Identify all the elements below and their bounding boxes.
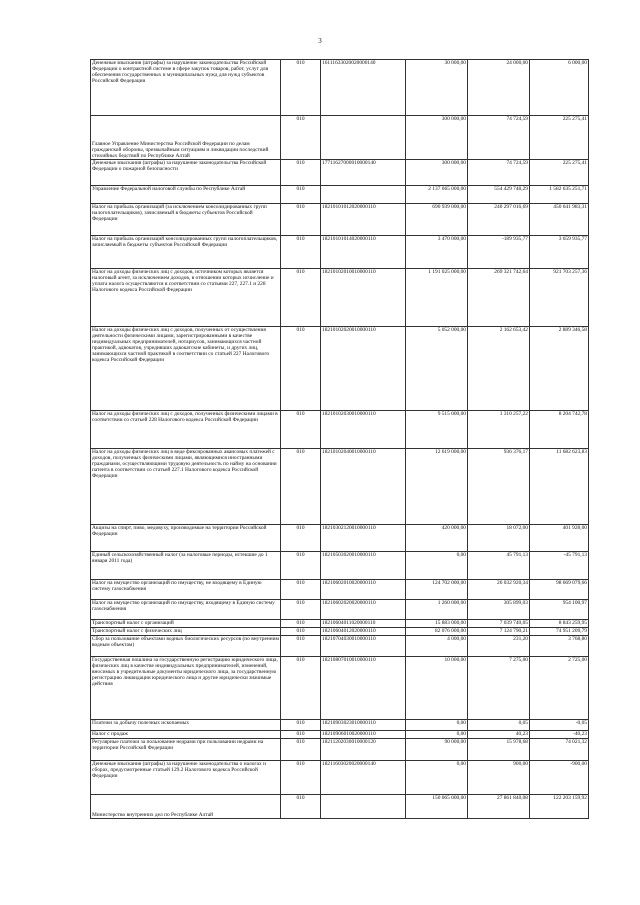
row-remaining-cell: 225 275,41 [530,160,589,186]
row-remaining-cell: -45 791,13 [530,552,589,580]
row-remaining-cell: 74 951 209,79 [530,628,589,636]
row-executed-cell: 305 899,03 [468,600,530,620]
row-kbk-cell: 18210602020020000110 [321,600,406,620]
row-kbk-cell: 18210704030010000110 [321,636,406,657]
row-executed-cell: 7 124 790,21 [468,628,530,636]
row-code-cell: 010 [281,449,321,525]
row-name-cell: Налог на доходы физических лиц с доходов, полученных от осуществления деятельности физическими лицами, зарегистрированными в качестве индивидуальных предпринимателей, нотариусов, занимающихся частной практикой, адвокатов, учредивших адвокатские кабинеты, и других лиц, занимающихся частной практикой в соответствии со статьей 227 Налогового кодекса Российской Федерации [91,327,281,411]
row-name-cell: Государственная пошлина за государственную регистрацию юридического лица, физических лиц в качестве индивидуальных предпринимателей, изменений, вносимых в учредительные документы юридического лица, за государственную регистрацию ликвидации юридического лица и другие юридически значимые действия [91,657,281,720]
row-name-cell: Единый сельскохозяйственный налог (за налоговые периоды, истекшие до 1 января 2011 года) [91,552,281,580]
row-plan-cell: 300 000,00 [406,116,468,160]
row-executed-cell: 7 039 740,05 [468,620,530,628]
row-remaining-cell: 122 203 159,92 [530,795,589,819]
row-plan-cell: 15 883 000,00 [406,620,468,628]
row-kbk-cell: 18210102040010000110 [321,449,406,525]
row-name-cell: Денежные взыскания (штрафы) за нарушение законодательства Российской Федерации о контрактной системе в сфере закупок товаров, работ, услуг для обеспечения государственных и муниципальных нужд для нужд субъектов Российской Федерации [91,60,281,116]
row-plan-cell: 2 137 065 000,00 [406,186,468,204]
table-row [91,269,589,327]
row-executed-cell: 2 162 653,42 [468,327,530,411]
row-kbk-cell: 18210102010010000110 [321,269,406,327]
row-code-cell: 010 [281,657,321,720]
table-row [91,186,589,204]
row-executed-cell: 26 032 920,34 [468,580,530,600]
row-kbk-cell: 18210604011020000110 [321,620,406,628]
row-executed-cell: 900,00 [468,761,530,795]
row-plan-cell: 3 470 000,00 [406,236,468,269]
row-executed-cell: 40,23 [468,731,530,739]
row-kbk-cell: 18210602010020000110 [321,580,406,600]
row-kbk-cell: 18210102020010000110 [321,327,406,411]
table-row [91,236,589,269]
row-executed-cell: 27 861 840,08 [468,795,530,819]
row-code-cell: 010 [281,327,321,411]
row-plan-cell: 82 076 000,00 [406,628,468,636]
row-code-cell: 010 [281,204,321,236]
row-remaining-cell: 2 725,00 [530,657,589,720]
table-row [91,60,589,116]
row-plan-cell: 1 191 025 000,00 [406,269,468,327]
row-name-cell: Акцизы на спирт, пиво, медовуху, производимые на территории Российской Федерации [91,525,281,552]
row-name-cell: Налог на доходы физических лиц в виде фиксированных авансовых платежей с доходов, полученных физическими лицами, являющимися иностранными гражданами, осуществляющими трудовую деятельность по найму на основании патента в соответствии со статьей 227.1 Налогового кодекса Российской Федерации [91,449,281,525]
row-remaining-cell: -900,00 [530,761,589,795]
row-name-cell: Министерство внутренних дел по Республике Алтай [91,795,281,819]
row-plan-cell: 1 260 000,00 [406,600,468,620]
table-body [91,60,589,819]
row-code-cell: 010 [281,269,321,327]
row-name-cell: Управление Федеральной налоговой службы по Республике Алтай [91,186,281,204]
row-remaining-cell: 6 000,00 [530,60,589,116]
row-kbk-cell: 18210906010020000110 [321,731,406,739]
row-name-cell: Налог на доходы физических лиц с доходов, источником которых является налоговый агент, за исключением доходов, в отношении которых исчисление и уплата налога осуществляются в соответствии со статьями 227, 227.1 и 228 Налогового кодекса Российской Федерации [91,269,281,327]
row-name-cell: Транспортный налог с организаций [91,620,281,628]
row-kbk-cell: 18210101012020000110 [321,204,406,236]
row-name-cell: Денежные взыскания (штрафы) за нарушение законодательства о налогах и сборах, предусмотренные статьей 129.2 Налогового кодекса Российской Федерации [91,761,281,795]
row-remaining-cell: 8 204 742,78 [530,411,589,449]
row-kbk-cell: 18210807010010000110 [321,657,406,720]
row-code-cell: 010 [281,600,321,620]
row-code-cell: 010 [281,525,321,552]
row-executed-cell: -189 935,77 [468,236,530,269]
table-row [91,580,589,600]
row-kbk-cell [321,116,406,160]
row-plan-cell: 5 052 000,00 [406,327,468,411]
row-remaining-cell: 3 768,80 [530,636,589,657]
row-kbk-cell: 16111633020020000140 [321,60,406,116]
row-executed-cell: 74 724,59 [468,116,530,160]
table-row [91,204,589,236]
table-row [91,327,589,411]
row-code-cell: 010 [281,580,321,600]
table-row [91,739,589,761]
row-executed-cell: 240 297 016,69 [468,204,530,236]
budget-execution-table [90,59,589,819]
row-kbk-cell: 18211202030010000120 [321,739,406,761]
row-name-cell: Налог на имущество организаций по имуществу, не входящему в Единую систему газоснабжения [91,580,281,600]
table-row [91,160,589,186]
row-executed-cell: 231,20 [468,636,530,657]
row-remaining-cell: -0,05 [530,720,589,731]
row-remaining-cell: 401 928,00 [530,525,589,552]
row-remaining-cell: 74 021,32 [530,739,589,761]
row-code-cell: 010 [281,620,321,628]
row-name-cell: Налог на имущество организаций по имуществу, входящему в Единую систему газоснабжения [91,600,281,620]
row-kbk-cell: 18210302120010000110 [321,525,406,552]
row-code-cell: 010 [281,186,321,204]
row-remaining-cell: 2 889 346,58 [530,327,589,411]
row-name-cell: Регулярные платежи за пользование недрами при пользовании недрами на территории Российской Федерации [91,739,281,761]
row-code-cell: 010 [281,236,321,269]
row-kbk-cell: 18211603020020000140 [321,761,406,795]
row-plan-cell: 0,00 [406,731,468,739]
table-row [91,636,589,657]
row-remaining-cell: 1 582 635 251,71 [530,186,589,204]
table-row [91,628,589,636]
row-name-cell: Транспортный налог с физических лиц [91,628,281,636]
row-plan-cell: 10 000,00 [406,657,468,720]
table-row [91,761,589,795]
table-row [91,731,589,739]
row-plan-cell: 12 619 000,00 [406,449,468,525]
table-row [91,411,589,449]
row-code-cell: 010 [281,116,321,160]
row-kbk-cell: 17711627000010000140 [321,160,406,186]
row-plan-cell: 150 065 000,00 [406,795,468,819]
row-remaining-cell: 3 659 935,77 [530,236,589,269]
table-row [91,620,589,628]
row-name-cell: Главное Управление Министерства Российской Федерации по делам гражданской обороны, чрезвычайным ситуациям и ликвидации последствий стихийных бедствий по Республике Алтай [91,116,281,160]
table-row [91,720,589,731]
row-plan-cell: 0,00 [406,761,468,795]
row-kbk-cell [321,186,406,204]
row-name-cell: Платежи за добычу полезных ископаемых [91,720,281,731]
row-code-cell: 010 [281,739,321,761]
row-plan-cell: 0,00 [406,552,468,580]
page-number: 3 [318,37,322,45]
table-row [91,657,589,720]
row-name-cell: Налог с продаж [91,731,281,739]
row-executed-cell: 269 321 742,64 [468,269,530,327]
table-row [91,795,589,819]
row-code-cell: 010 [281,720,321,731]
row-remaining-cell: 954 100,97 [530,600,589,620]
row-code-cell: 010 [281,160,321,186]
row-code-cell: 010 [281,628,321,636]
row-executed-cell: 24 000,00 [468,60,530,116]
row-kbk-cell: 18210102030010000110 [321,411,406,449]
row-executed-cell: 936 376,17 [468,449,530,525]
row-executed-cell: 554 429 748,29 [468,186,530,204]
row-remaining-cell: 8 843 259,95 [530,620,589,628]
row-plan-cell: 300 000,00 [406,160,468,186]
row-code-cell: 010 [281,411,321,449]
row-remaining-cell: 921 703 257,36 [530,269,589,327]
table-row [91,600,589,620]
row-remaining-cell: 225 275,41 [530,116,589,160]
table-row [91,449,589,525]
row-code-cell: 010 [281,761,321,795]
table-row [91,552,589,580]
row-kbk-cell [321,795,406,819]
row-kbk-cell: 18210503020010000110 [321,552,406,580]
row-plan-cell: 30 000,00 [406,60,468,116]
row-executed-cell: 15 978,68 [468,739,530,761]
row-executed-cell: 18 072,00 [468,525,530,552]
row-plan-cell: 0,00 [406,720,468,731]
row-plan-cell: 9 515 000,00 [406,411,468,449]
row-code-cell: 010 [281,795,321,819]
row-remaining-cell: 98 669 079,66 [530,580,589,600]
row-executed-cell: 1 310 257,22 [468,411,530,449]
row-code-cell: 010 [281,60,321,116]
row-code-cell: 010 [281,636,321,657]
row-plan-cell: 4 000,00 [406,636,468,657]
row-executed-cell: 45 791,13 [468,552,530,580]
row-name-cell: Налог на доходы физических лиц с доходов, полученных физическими лицами в соответствии со статьей 228 Налогового кодекса Российской Федерации [91,411,281,449]
row-kbk-cell: 18210101014020000110 [321,236,406,269]
table-row [91,525,589,552]
row-plan-cell: 690 939 000,00 [406,204,468,236]
row-name-cell: Сбор за пользование объектами водных биологических ресурсов (по внутренним водным объектам) [91,636,281,657]
row-kbk-cell: 18210604012020000110 [321,628,406,636]
row-executed-cell: 0,05 [468,720,530,731]
row-executed-cell: 7 275,00 [468,657,530,720]
row-name-cell: Налог на прибыль организаций (за исключением консолидированных групп налогоплательщиков), зачисляемый в бюджеты субъектов Российской Федерации [91,204,281,236]
row-executed-cell: 74 724,59 [468,160,530,186]
row-remaining-cell: -40,23 [530,731,589,739]
row-plan-cell: 90 000,00 [406,739,468,761]
row-kbk-cell: 18210903023010000110 [321,720,406,731]
table-row [91,116,589,160]
row-name-cell: Денежные взыскания (штрафы) за нарушение законодательства Российской Федерации о пожарной безопасности [91,160,281,186]
row-remaining-cell: 11 682 623,83 [530,449,589,525]
row-code-cell: 010 [281,552,321,580]
row-plan-cell: 124 702 000,00 [406,580,468,600]
row-code-cell: 010 [281,731,321,739]
row-remaining-cell: 450 641 983,31 [530,204,589,236]
row-name-cell: Налог на прибыль организаций консолидированных групп налогоплательщиков, зачисляемый в бюджеты субъектов Российской Федерации [91,236,281,269]
row-plan-cell: 420 000,00 [406,525,468,552]
